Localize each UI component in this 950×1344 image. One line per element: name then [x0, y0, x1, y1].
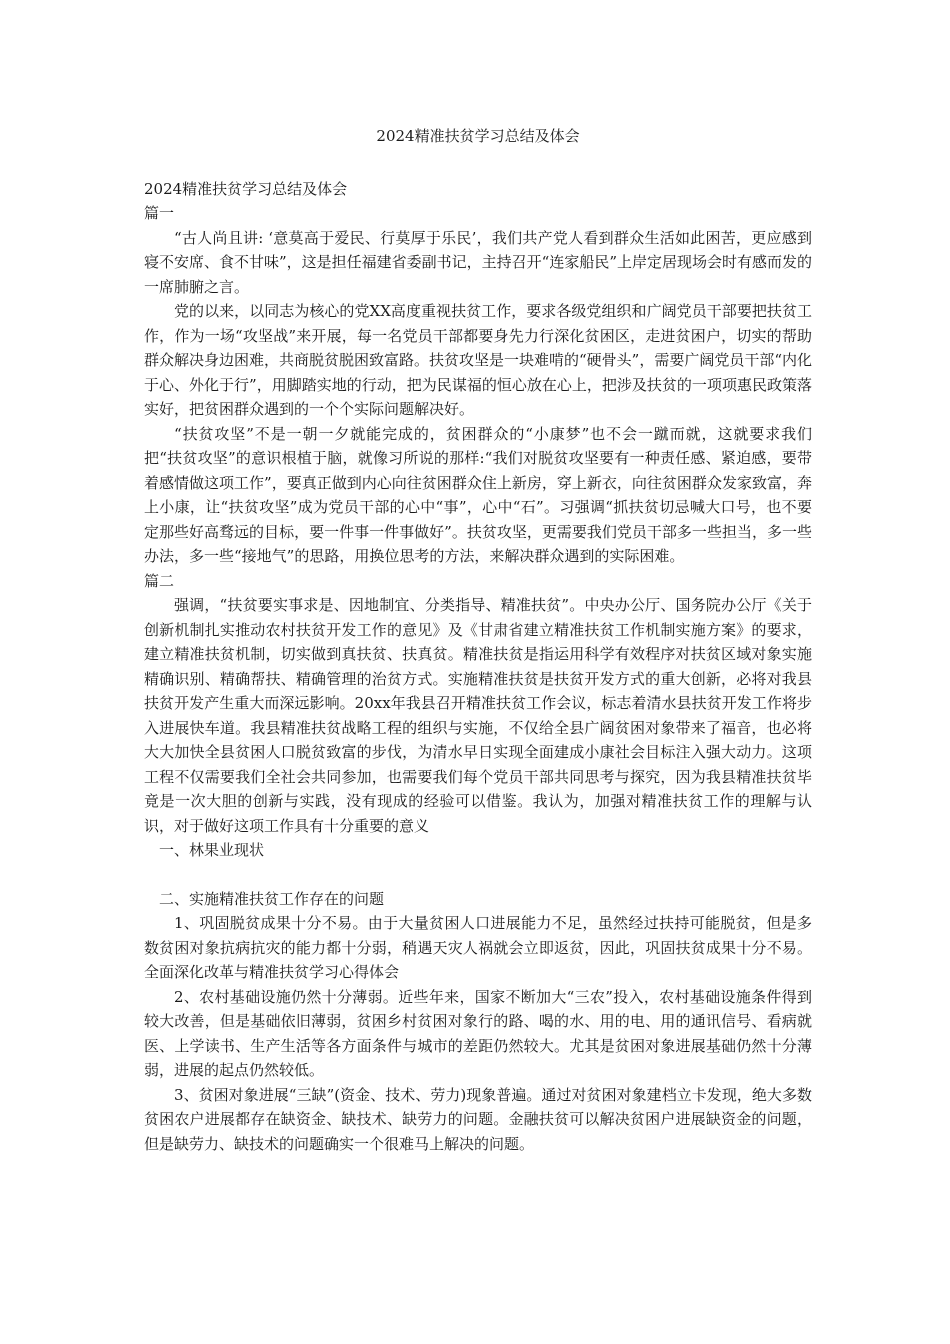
- section-label-1: 篇一: [144, 204, 175, 222]
- document-subtitle: 2024精准扶贫学习总结及体会: [144, 179, 348, 198]
- document-title: 2024精准扶贫学习总结及体会: [376, 127, 580, 145]
- paragraph: 党的以来，以同志为核心的党XX高度重视扶贫工作，要求各级党组织和广阔党员干部要把扶贫工作，作为一场“攻坚战”来开展，每一名党员干部都要身先力行深化贫困区，走进贫困户，切实的帮助群众解决身边困难，共商脱贫脱困致富路。扶贫攻坚是一块难啃的“硬骨头”，需要广阔党员干部“内化于心、外化于行”，用脚踏实地的行动，把为民谋福的恒心放在心上，把涉及扶贫的一项项惠民政策落实好，把贫困群众遇到的一个个实际问题解决好。: [144, 302, 813, 418]
- problem-item: 1、巩固脱贫成果十分不易。由于大量贫困人口进展能力不足，虽然经过扶持可能脱贫，但是多数贫困对象抗病抗灾的能力都十分弱，稍遇天灾人祸就会立即返贫，因此，巩固扶贫成果十分不易。全面深化改革与精准扶贫学习心得体会: [144, 914, 812, 981]
- document-body: [144, 124, 812, 1156]
- paragraph: “古人尚且讲: ‘意莫高于爱民、行莫厚于乐民’，我们共产党人看到群众生活如此困苦，更应感到寝不安席、食不甘味”，这是担任福建省委副书记，主持召开“连家船民”上岸定居现场会时有感而发的一席肺腑之言。: [144, 228, 813, 296]
- paragraph: 强调，“扶贫要实事求是、因地制宜、分类指导、精准扶贫”。中央办公厅、国务院办公厅《关于创新机制扎实推动农村扶贫开发工作的意见》及《甘肃省建立精准扶贫工作机制实施方案》的要求，建立精准扶贫机制，切实做到真扶贫、扶真贫。精准扶贫是指运用科学有效程序对扶贫区域对象实施精确识别、精确帮扶、精确管理的治贫方式。实施精准扶贫是扶贫开发方式的重大创新，必将对我县扶贫开发产生重大而深远影响。20xx年我县召开精准扶贫工作会议，标志着清水县扶贫开发工作将步入进展快车道。我县精准扶贫战略工程的组织与实施，不仅给全县广阔贫困对象带来了福音，也必将大大加快全县贫困人口脱贫致富的步伐，为清水早日实现全面建成小康社会目标注入强大动力。这项工程不仅需要我们全社会共同参加，也需要我们每个党员干部共同思考与探究，因为我县精准扶贫毕竟是一次大胆的创新与实践，没有现成的经验可以借鉴。我认为，加强对精准扶贫工作的理解与认识，对于做好这项工作具有十分重要的意义: [144, 596, 812, 835]
- heading-problems: 二、实施精准扶贫工作存在的问题: [159, 889, 385, 908]
- paragraph: “扶贫攻坚”不是一朝一夕就能完成的，贫困群众的“小康梦”也不会一蹴而就，这就要求我们把“扶贫攻坚”的意识根植于脑，就像习所说的那样:“我们对脱贫攻坚要有一种责任感、紧迫感，要带着感情做这项工作”，要真正做到内心向往贫困群众住上新房，穿上新衣，向往贫困群众发家致富，奔上小康，让“扶贫攻坚”成为党员干部的心中“事”，心中“石”。习强调“抓扶贫切忌喊大口号，也不要定那些好高骛远的目标，要一件事一件事做好”。扶贫攻坚，更需要我们党员干部多一些担当，多一些办法，多一些“接地气”的思路，用换位思考的方法，来解决群众遇到的实际困难。: [144, 424, 812, 565]
- problem-item: 3、贫困对象进展“三缺”(资金、技术、劳力)现象普遍。通过对贫困对象建档立卡发现，绝大多数贫困农户进展都存在缺资金、缺技术、缺劳力的问题。金融扶贫可以解决贫困户进展缺资金的问题，但是缺劳力、缺技术的问题确实一个很难马上解决的问题。: [144, 1085, 812, 1153]
- section-label-2: 篇二: [144, 571, 175, 590]
- heading-forestry-status: 一、林果业现状: [159, 841, 265, 859]
- blank-line: [144, 863, 812, 887]
- problem-item: 2、农村基础设施仍然十分薄弱。近些年来，国家不断加大“三农”投入，农村基础设施条件得到较大改善，但是基础依旧薄弱，贫困乡村贫困对象行的路、喝的水、用的电、用的通讯信号、看病就医、上学读书、生产生活等各方面条件与城市的差距仍然较大。尤其是贫困对象进展基础仍然十分薄弱，进展的起点仍然较低。: [144, 987, 812, 1079]
